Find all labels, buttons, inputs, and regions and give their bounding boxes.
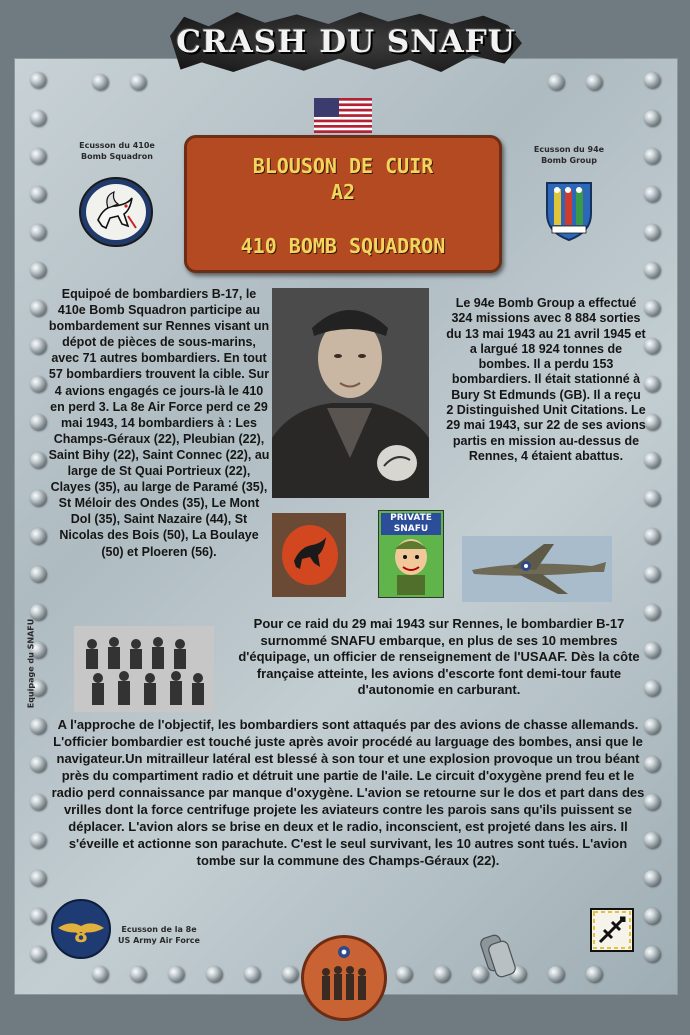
rivet (30, 870, 46, 886)
crew-round-photo (301, 935, 387, 1021)
rivet (644, 490, 660, 506)
rivet (396, 966, 412, 982)
rivet (30, 566, 46, 582)
rivet (30, 946, 46, 962)
title-line-1: BLOUSON DE CUIR (252, 154, 434, 178)
badge-8af-caption: Ecusson de la 8e US Army Air Force (118, 925, 200, 945)
airfield-sign-icon (590, 908, 634, 952)
rivet (644, 376, 660, 392)
rivet (644, 908, 660, 924)
rivet (30, 528, 46, 544)
pilot-portrait-photo (272, 288, 429, 498)
rivet (30, 300, 46, 316)
dog-tags-icon (480, 932, 516, 980)
rivet (644, 262, 660, 278)
rivet (92, 74, 108, 90)
rivet (282, 966, 298, 982)
crew-group-photo (74, 626, 214, 712)
rivet (644, 870, 660, 886)
svg-text:8: 8 (74, 923, 88, 947)
8th-air-force-badge-icon (50, 898, 112, 960)
rivet (644, 300, 660, 316)
badge-410-caption: Ecusson du 410e Bomb Squadron (79, 141, 155, 161)
rivet (130, 74, 146, 90)
title-line-3: 410 BOMB SQUADRON (240, 234, 446, 258)
rivet (30, 794, 46, 810)
rivet (644, 110, 660, 126)
bomb-group-paragraph: Le 94e Bomb Group a effectué 324 missions avec 8 884 sorties du 13 mai 1943 au 21 avril 1945 et a largué 18 924 tonnes de bombes. Il a perdu 153 bombardiers. Il était stationné à Bury St Edmunds (GB). Il a reçu 2 Distinguished Unit Citations. Le 29 mai 1943, sur 22 de ses avions partis en mission au-dessus de Rennes, 4 étaient abattus. (446, 296, 646, 463)
rivet (130, 966, 146, 982)
rivet (586, 966, 602, 982)
rivet (30, 338, 46, 354)
us-flag-icon (314, 98, 372, 133)
rivet (30, 186, 46, 202)
rivet (30, 376, 46, 392)
badge-94-caption: Ecusson du 94e Bomb Group (533, 145, 605, 165)
rivet (30, 756, 46, 772)
rivet (548, 966, 564, 982)
title-line-2: A2 (330, 180, 356, 204)
rivet (30, 832, 46, 848)
rivet (586, 74, 602, 90)
rivet (30, 72, 46, 88)
rivet (244, 966, 260, 982)
94-bomb-group-shield-icon (544, 180, 594, 242)
squadron-paragraph: Equipoé de bombardiers B-17, le 410e Bomb Squadron participe au bombardement sur Rennes visant un dépot de pièces de sous-marins, avec 71 autres bombardiers. En tout 57 bombardiers trouvent la cible. Sur 4 avions engagés ce jours-là le 410 en perd 3. La 8e Air Force perd ce 29 mai 1943, 14 bombardiers à : Les Champs-Géraux (22), Pleubian (22), Saint Bihy (22), Saint Connec (22), au large de St Quai Portrieux (22), Clayes (35), au large de Paramé (35), St Méloir des Ondes (35), Le Mont Dol (35), Saint Nazaire (44), St Nicolas des Bois (50), La Boulaye (50) et Ploeren (56). (48, 287, 270, 559)
rivet (644, 452, 660, 468)
pegasus-badge-icon (78, 176, 154, 248)
comic-title: PRIVATE SNAFU (381, 513, 441, 535)
rivet (30, 224, 46, 240)
rivet (434, 966, 450, 982)
page-title: CRASH DU SNAFU (176, 24, 516, 60)
title-box (184, 135, 502, 273)
rivet (548, 74, 564, 90)
crew-photo-caption-box (24, 620, 38, 710)
rivet (30, 148, 46, 164)
rivet (644, 72, 660, 88)
rivet (30, 490, 46, 506)
rivet (644, 946, 660, 962)
crew-photo-caption: Equipage du SNAFU (26, 618, 36, 709)
rivet (644, 186, 660, 202)
rivet (30, 414, 46, 430)
rivet (644, 148, 660, 164)
crash-paragraph: A l'approche de l'objectif, les bombardiers sont attaqués par des avions de chasse allemands. L'officier bombardier est touché juste après avoir procédé au larguage des bombes, ansi que le navigateur.Un mitrailleur latéral est blessé à son tour et une explosion provoque un trou béant près du compartiment radio et détruit une partie de l'aile. Le circuit d'oxygène prend feu et le radio perd connaissance par manque d'oxygène. L'avion se retourne sur le dos et part dans des vrilles dont la force centrifuge projete les aviateurs contre les parois sans qu'ils puissent se déplacer. L'avion alors se brise en deux et le radio, inconscient, est projeté dans les airs. Il s'éveille et actionne son parachute. C'est le seul survivant, les 10 autres sont tués. L'avion tombe sur la commune des Champs-Géraux (22). (51, 717, 645, 868)
rivet (644, 338, 660, 354)
rivet (644, 414, 660, 430)
rivet (30, 452, 46, 468)
jacket-patch-photo (272, 513, 346, 597)
rivet (30, 908, 46, 924)
rivet (168, 966, 184, 982)
private-snafu-comic (378, 510, 444, 598)
b17-bomber-photo (462, 536, 612, 602)
rivet (92, 966, 108, 982)
rivet (206, 966, 222, 982)
rivet (30, 110, 46, 126)
rivet (30, 262, 46, 278)
rivet (30, 718, 46, 734)
rivet (644, 566, 660, 582)
rivet (644, 224, 660, 240)
raid-paragraph: Pour ce raid du 29 mai 1943 sur Rennes, le bombardier B-17 surnommé SNAFU embarque, en plus de ses 10 membres d'équipage, un officier de renseignement de l'USAAF. Dès la côte française atteinte, les avions d'escorte font demi-tour faute d'autonomie en carburant. (238, 616, 640, 697)
rivet (644, 528, 660, 544)
